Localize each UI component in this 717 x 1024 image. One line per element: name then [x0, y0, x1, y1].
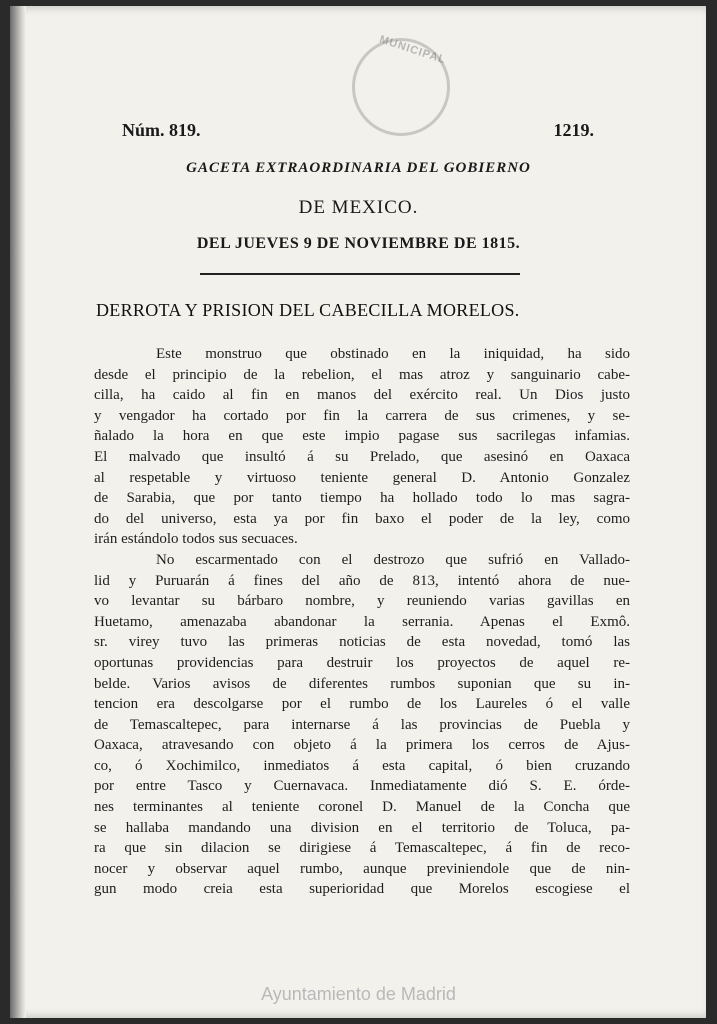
- library-stamp-text: MUNICIPAL: [377, 33, 448, 67]
- text-line: co, ó Xochimilco, inmediatos á esta capital, ó bien cruzando: [94, 757, 630, 774]
- text-line: de Sarabia, que por tanto tiempo ha hollado todo lo mas sagra-: [94, 490, 630, 507]
- text-line: Oaxaca, atravesando con objeto á la primera los cerros de Ajus-: [94, 737, 630, 754]
- text-line: No escarmentado con el destrozo que sufrió en Vallado-: [156, 551, 630, 568]
- page-number: 1219.: [553, 120, 594, 140]
- text-line: por entre Tasco y Cuernavaca. Inmediatamente dió S. E. órde-: [94, 778, 630, 795]
- gazette-subtitle: DE MEXICO.: [298, 197, 419, 218]
- watermark: Ayuntamiento de Madrid: [261, 984, 456, 1004]
- text-line: lid y Puruarán á fines del año de 813, intentó ahora de nue-: [94, 572, 630, 589]
- text-line: do del universo, esta ya por fin baxo el poder de la ley, como: [94, 510, 630, 527]
- text-line: sr. virey tuvo las primeras noticias de esta novedad, tomó las: [94, 634, 630, 651]
- text-line: tencion era descolgarse por el rumbo de los Laureles ó el valle: [94, 696, 630, 713]
- text-line: Este monstruo que obstinado en la iniquidad, ha sido: [156, 346, 630, 362]
- gazette-title: GACETA EXTRAORDINARIA DEL GOBIERNO: [186, 160, 531, 176]
- text-line: Huetamo, amenazaba abandonar la serrania. Apenas el Exmô.: [94, 613, 630, 630]
- text-line: y vengador ha cortado por fin la carrera de sus crimenes, y se-: [94, 407, 630, 424]
- text-line: cilla, ha caido al fin en manos del exército real. Un Dios justo: [94, 387, 630, 404]
- text-line: ñalado la hora en que este impio pagase sus sacrilegas infamias.: [94, 428, 630, 445]
- masthead-row: [122, 120, 594, 141]
- article-body: [94, 344, 630, 900]
- text-line: gun modo creia esta superioridad que Morelos escogiese el: [94, 881, 630, 898]
- text-line: El malvado que insultó á su Prelado, que asesinó en Oaxaca: [94, 448, 630, 465]
- book-spine: [10, 6, 26, 1018]
- text-line: de Temascaltepec, para internarse á las provincias de Puebla y: [94, 716, 630, 733]
- text-line: al respetable y virtuoso teniente general D. Antonio Gonzalez: [94, 469, 630, 486]
- issue-date: DEL JUEVES 9 DE NOVIEMBRE DE 1815.: [196, 235, 521, 252]
- text-line: vo levantar su bárbaro nombre, y reuniendo varias gavillas en: [94, 593, 630, 610]
- issue-number: Núm. 819.: [122, 120, 201, 140]
- text-line: se hallaba mandando una division en el territorio de Toluca, pa-: [94, 819, 630, 836]
- text-line: belde. Varios avisos de diferentes rumbos suponian que su in-: [94, 675, 630, 692]
- divider-rule: [200, 273, 520, 275]
- text-line: nes terminantes al teniente coronel D. Manuel de la Concha que: [94, 799, 630, 816]
- text-line: oportunas providencias para destruir los proyectos de aquel re-: [94, 654, 630, 671]
- text-line: nocer y observar aquel rumbo, aunque previniendole que de nin-: [94, 860, 630, 877]
- article-headline: DERROTA Y PRISION DEL CABECILLA MORELOS.: [96, 300, 520, 320]
- text-line: irán estándolo todos sus secuaces.: [94, 531, 298, 548]
- text-line: ra que sin dilacion se dirigiese á Temascaltepec, á fin de reco-: [94, 840, 630, 857]
- text-line: desde el principio de la rebelion, el mas atroz y sanguinario cabe-: [94, 366, 630, 383]
